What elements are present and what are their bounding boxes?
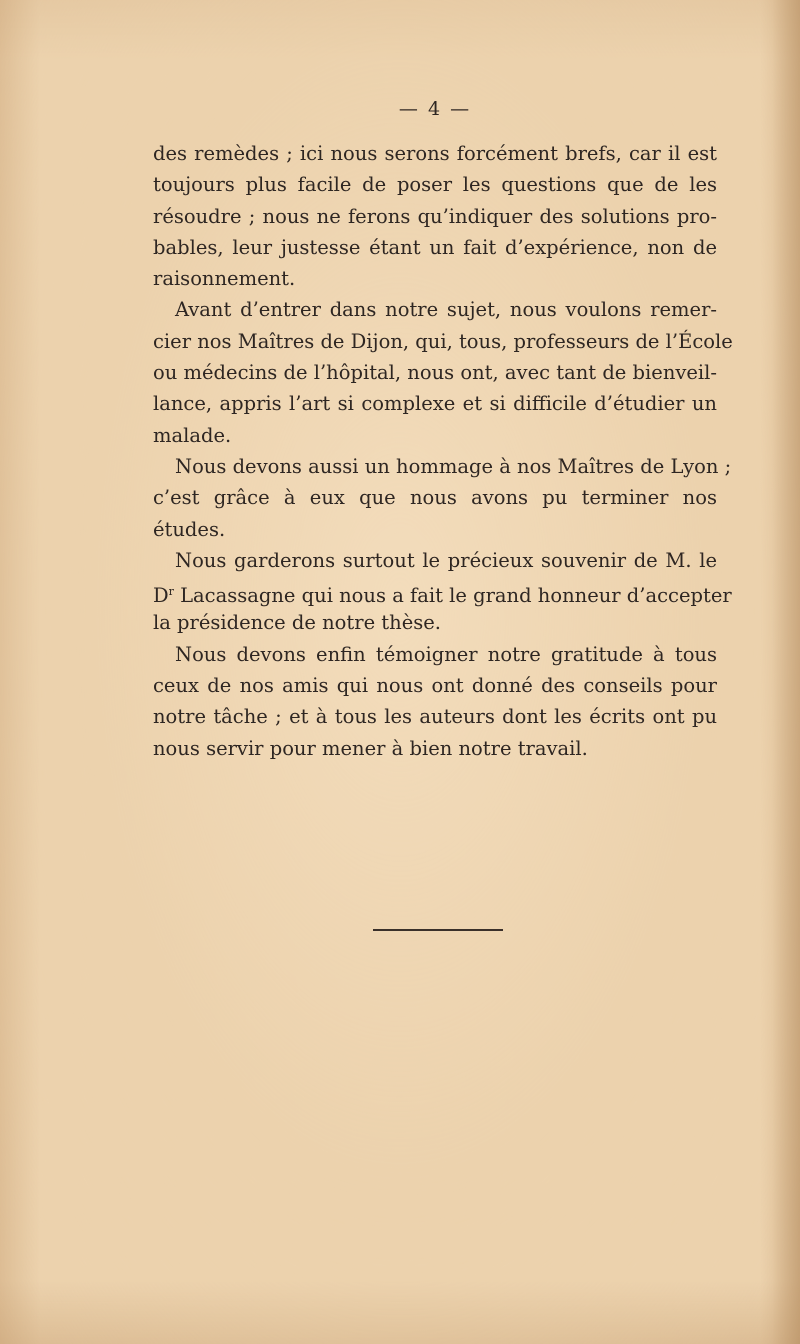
text-line: nous servir pour mener à bien notre travail.	[153, 736, 588, 760]
text-line: Nous garderons surtout le précieux souvenir de M. le	[175, 548, 717, 572]
text-line: études.	[153, 517, 226, 541]
section-divider	[373, 929, 503, 931]
text-line-with-title: $D^r$ Lacassagne qui nous a fait le grand honneur d’accepter	[153, 584, 732, 608]
text-line: ou médecins de l’hôpital, nous ont, avec tant de bienveil-	[153, 361, 717, 385]
text-line: notre tâche ; et à tous les auteurs dont les écrits ont pu	[153, 705, 717, 729]
page-edge-shadow	[772, 0, 800, 1344]
text-line: Avant d’entrer dans notre sujet, nous voulons remer-	[175, 298, 717, 322]
text-line: cier nos Maîtres de Dijon, qui, tous, professeurs de l’École	[153, 329, 733, 353]
text-line: c’est grâce à eux que nous avons pu terminer nos	[153, 486, 717, 510]
paragraph-4	[153, 545, 732, 639]
text-line: des remèdes ; ici nous serons forcément brefs, car il est	[153, 142, 717, 165]
text-line: ceux de nos amis qui nous ont donné des conseils pour	[153, 674, 717, 698]
paragraph-1	[153, 138, 717, 294]
text-line: toujours plus facile de poser les questions que de les	[153, 173, 717, 197]
text-line: Nous devons enfin témoigner notre gratitude à tous	[175, 642, 717, 666]
text-line: la présidence de notre thèse.	[153, 611, 441, 635]
text-line: malade.	[153, 423, 232, 447]
paragraph-5	[153, 639, 717, 764]
text-line: Nous devons aussi un hommage à nos Maîtres de Lyon ;	[175, 454, 732, 478]
text-line: résoudre ; nous ne ferons qu’indiquer des solutions pro-	[153, 204, 717, 228]
body-text	[153, 138, 733, 764]
page-number: — 4 —	[398, 98, 472, 120]
doctor-abbrev: $D^r$	[153, 584, 174, 608]
text-line: raisonnement.	[153, 267, 296, 291]
paragraph-3	[153, 451, 732, 545]
text-line: lance, appris l’art si complexe et si difficile d’étudier un	[153, 392, 717, 416]
text-line: bables, leur justesse étant un fait d’expérience, non de	[153, 235, 717, 259]
paragraph-2	[153, 294, 733, 450]
